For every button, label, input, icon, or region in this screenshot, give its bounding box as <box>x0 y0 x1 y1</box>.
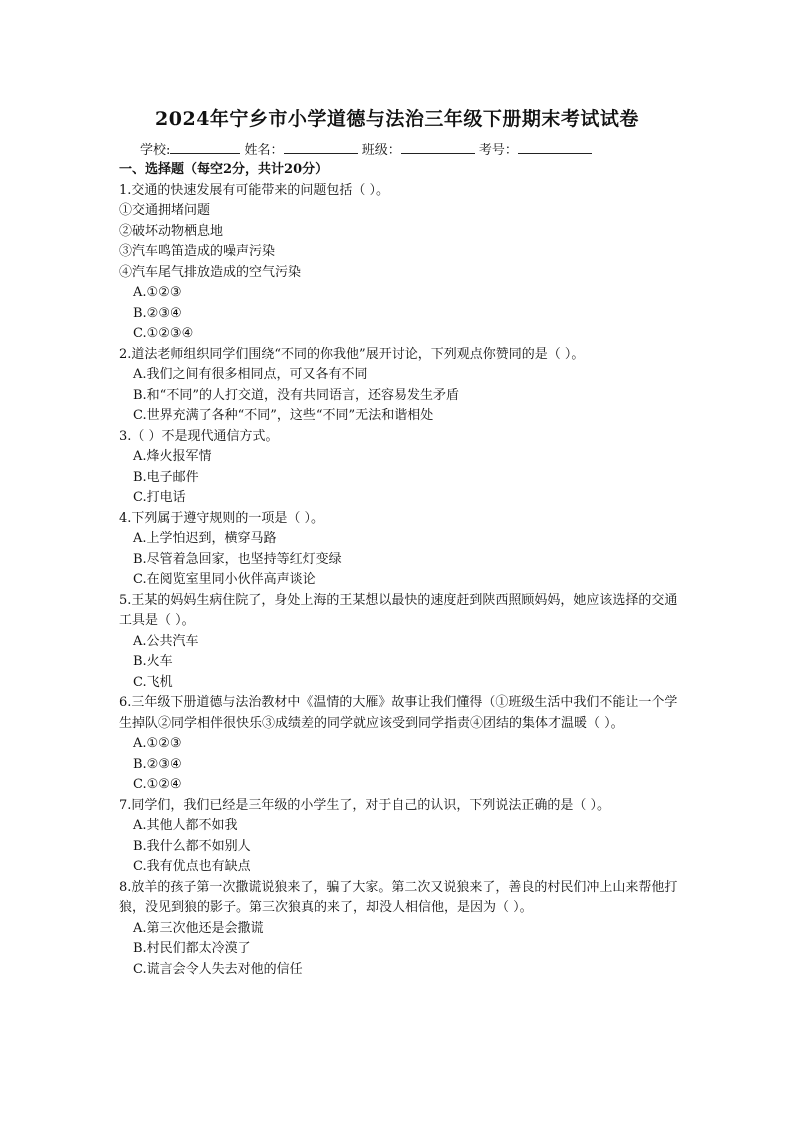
question-3 <box>119 427 679 509</box>
question-stem: 4.下列属于遵守规则的一项是（ ）。 <box>119 510 325 526</box>
answer-option: B.我什么都不如别人 <box>133 838 251 854</box>
question-6 <box>119 693 679 796</box>
answer-option: A.①②③ <box>133 736 182 751</box>
question-statement: ③汽车鸣笛造成的噪声污染 <box>119 244 276 259</box>
answer-option: C.飞机 <box>133 674 173 690</box>
answer-option: C.世界充满了各种“不同”，这些“不同”无法和谐相处 <box>133 408 434 423</box>
answer-option: A.烽火报军情 <box>133 449 212 464</box>
answer-option: A.其他人都不如我 <box>133 818 238 833</box>
answer-option: B.和“不同”的人打交道，没有共同语言，还容易发生矛盾 <box>133 387 459 403</box>
answer-option: C.①②④ <box>133 777 182 792</box>
answer-option: A.公共汽车 <box>133 633 199 649</box>
question-stem: 2.道法老师组织同学们围绕“不同的你我他”展开讨论，下列观点你赞同的是（ ）。 <box>119 346 585 362</box>
question-2 <box>119 345 679 427</box>
school-label: 学校: <box>140 143 171 158</box>
class-blank[interactable] <box>401 141 475 154</box>
answer-option: A.上学怕迟到，横穿马路 <box>133 531 277 546</box>
question-stem: 7.同学们，我们已经是三年级的小学生了，对于自己的认识，下列说法正确的是（ ）。 <box>119 797 611 813</box>
answer-option: B.村民们都太冷漠了 <box>133 941 251 956</box>
answer-option: C.①②③④ <box>133 326 194 341</box>
answer-option: C.在阅览室里同小伙伴高声谈论 <box>133 572 316 587</box>
id-blank[interactable] <box>518 141 592 154</box>
answer-option: A.①②③ <box>133 285 182 300</box>
question-1 <box>119 181 679 345</box>
question-4 <box>119 509 679 591</box>
question-stem: 3.（ ）不是现代通信方式。 <box>119 428 279 444</box>
answer-option: C.打电话 <box>133 490 186 505</box>
exam-content <box>119 160 679 980</box>
section-heading: 一、选择题（每空2分，共计20分） <box>119 162 329 177</box>
question-stem: 1.交通的快速发展有可能带来的问题包括（ ）。 <box>119 182 390 198</box>
id-label: 考号： <box>478 143 518 158</box>
question-stem: 6.三年级下册道德与法治教材中《温情的大雁》故事让我们懂得（①班级生活中我们不能让一个学生掉队②同学相伴很快乐③成绩差的同学就应该受到同学指责④团结的集体才温暖（ ）。 <box>119 695 678 731</box>
class-label: 班级： <box>361 143 401 158</box>
name-blank[interactable] <box>284 141 358 154</box>
exam-title: 2024年宁乡市小学道德与法治三年级下册期末考试试卷 <box>155 108 639 130</box>
question-7 <box>119 796 679 878</box>
question-stem: 8.放羊的孩子第一次撒谎说狼来了，骗了大家。第二次又说狼来了，善良的村民们冲上山来帮他打狼，没见到狼的影子。第三次狼真的来了，却没人相信他，是因为（ ）。 <box>119 879 678 915</box>
student-info-line <box>140 139 592 158</box>
question-statement: ②破坏动物栖息地 <box>119 223 224 239</box>
answer-option: C.谎言会令人失去对他的信任 <box>133 961 303 977</box>
answer-option: B.电子邮件 <box>133 469 199 485</box>
answer-option: A.第三次他还是会撒谎 <box>133 920 264 936</box>
question-5 <box>119 591 679 694</box>
question-statement: ①交通拥堵问题 <box>119 203 211 218</box>
question-8 <box>119 878 679 981</box>
answer-option: B.②③④ <box>133 305 182 321</box>
answer-option: B.②③④ <box>133 756 182 772</box>
answer-option: B.火车 <box>133 654 173 669</box>
answer-option: C.我有优点也有缺点 <box>133 859 251 874</box>
answer-option: A.我们之间有很多相同点，可又各有不同 <box>133 367 368 382</box>
school-blank[interactable] <box>170 141 240 154</box>
question-statement: ④汽车尾气排放造成的空气污染 <box>119 264 302 280</box>
question-stem: 5.王某的妈妈生病住院了，身处上海的王某想以最快的速度赶到陕西照顾妈妈，她应该选择的交通工具是（ ）。 <box>119 592 678 628</box>
answer-option: B.尽管着急回家，也坚持等红灯变绿 <box>133 551 342 567</box>
name-label: 姓名： <box>244 143 284 158</box>
